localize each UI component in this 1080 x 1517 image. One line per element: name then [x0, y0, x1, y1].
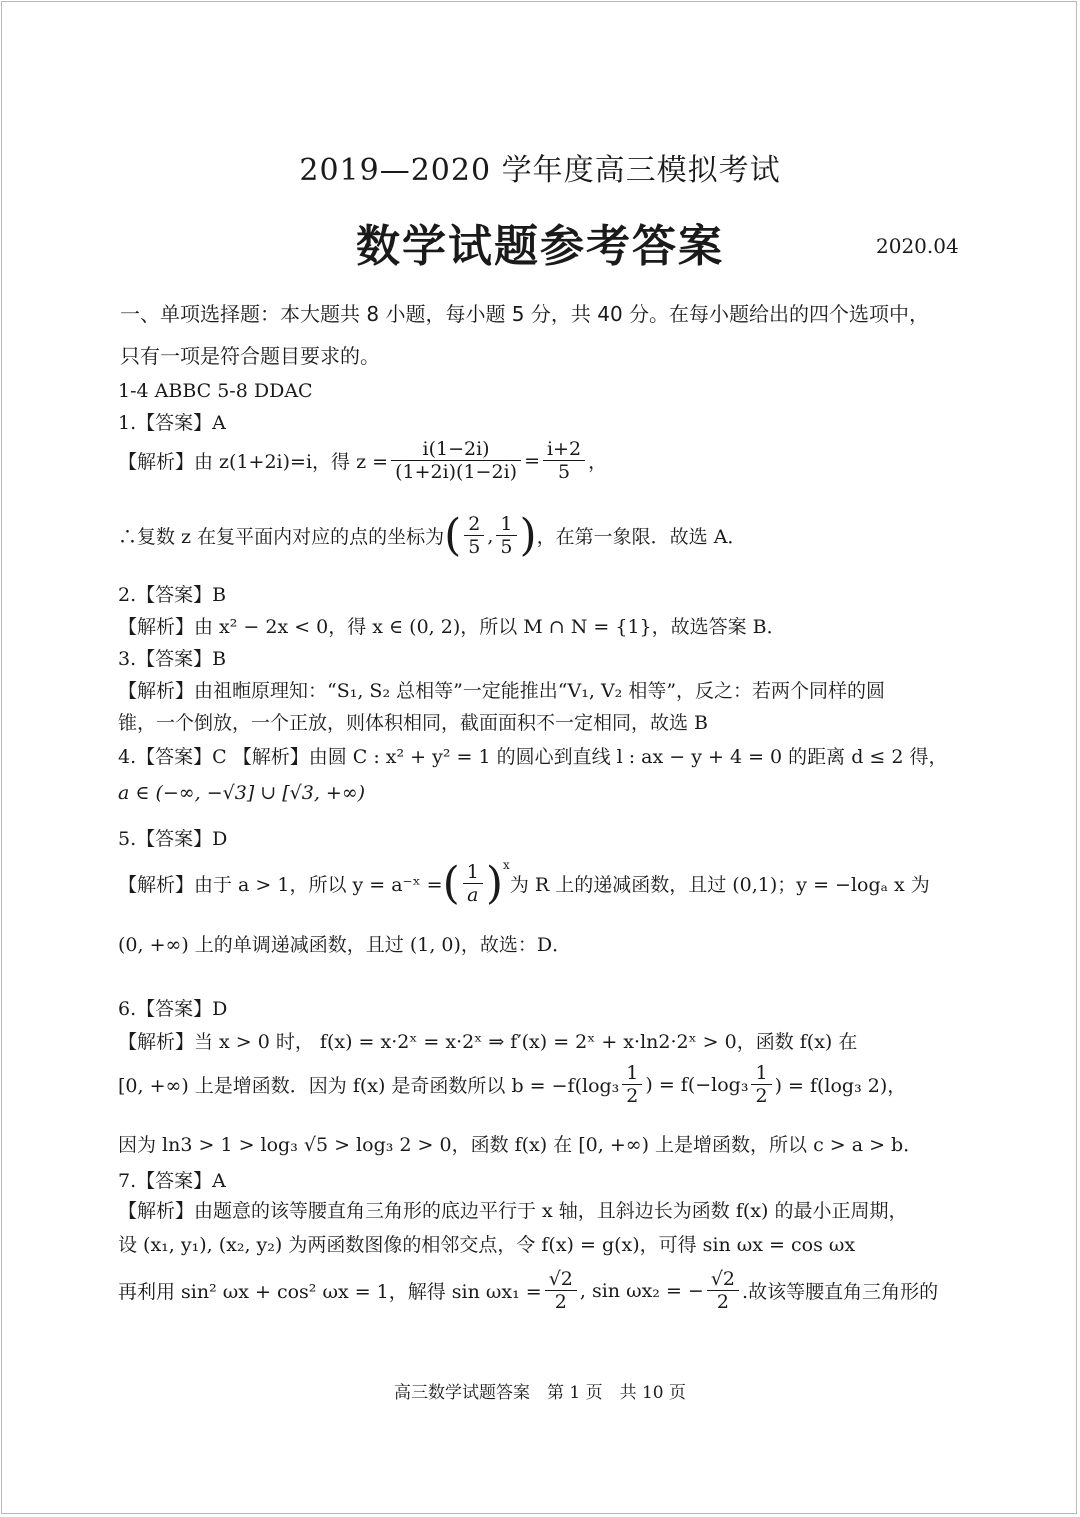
q6-half-1-num: 1: [622, 1062, 642, 1085]
q7-root-frac-1-num: √2: [545, 1268, 577, 1291]
q5-solution-text-2: 为 R 上的递减函数，且过 (0,1)；y = −logₐ x 为: [509, 874, 930, 896]
q7-root-frac-1: [545, 1268, 577, 1313]
q6-half-1-den: 2: [626, 1085, 639, 1107]
q7-solution-line2: 设 (x₁, y₁), (x₂, y₂) 为两函数图像的相邻交点，令 f(x) = g(x)，可得 sin ωx = cos ωx: [118, 1234, 856, 1256]
q6-solution-line2: [118, 1062, 906, 1107]
q1-coordinate-text: ∴复数 z 在复平面内对应的点的坐标为: [118, 526, 445, 548]
q1-equals: =: [524, 449, 540, 472]
q7-text-3: .故该等腰直角三角形的: [742, 1281, 939, 1303]
q2-answer: 2.【答案】B: [118, 584, 227, 606]
q6-half-2: [751, 1062, 771, 1107]
q1-simplified-numerator: i+2: [543, 438, 585, 461]
q5-fraction: [463, 861, 483, 906]
q1-fraction-denominator: (1+2i)(1−2i): [395, 461, 518, 483]
q7-text-2: , sin ωx₂ = −: [579, 1279, 704, 1302]
q1-fraction: [391, 438, 521, 483]
q5-solution-line1: [118, 858, 930, 909]
q1-answer: 1.【答案】A: [118, 412, 226, 434]
q5-answer: 5.【答案】D: [118, 828, 228, 850]
section-heading-line1: 一、单项选择题：本大题共 8 小题，每小题 5 分，共 40 分。在每小题给出的四个选项中，: [120, 302, 930, 326]
left-paren: (: [442, 858, 460, 909]
q6-solution-line3: 因为 ln3 > 1 > log₃ √5 > log₃ 2 > 0，函数 f(x) 在 [0, +∞) 上是增函数，所以 c > a > b．: [118, 1134, 923, 1156]
q7-root-frac-2: [707, 1268, 739, 1313]
q7-solution-line3: [118, 1268, 938, 1313]
q1-solution-text: 【解析】由 z(1+2i)=i，得 z =: [118, 451, 389, 473]
q1-coord-x: [464, 513, 484, 558]
q6-text-2: ) = f(−log₃: [645, 1073, 749, 1096]
document-title: 数学试题参考答案: [356, 221, 724, 272]
exponent-x: x: [503, 858, 510, 872]
q6-half-2-num: 1: [751, 1062, 771, 1085]
q6-text-3: ) = f(log₃ 2)，: [774, 1075, 907, 1097]
q7-solution-line1: 【解析】由题意的该等腰直角三角形的底边平行于 x 轴，且斜边长为函数 f(x) 的最小正周期，: [118, 1200, 908, 1222]
q1-solution-line1: [118, 438, 607, 483]
q6-half-2-den: 2: [755, 1085, 768, 1107]
q1-conclusion: ，在第一象限．故选 A．: [536, 526, 747, 548]
q5-solution-text: 【解析】由于 a > 1，所以 y = a⁻ˣ =: [118, 874, 443, 896]
q1-simplified-denominator: 5: [557, 461, 571, 483]
page-footer: 高三数学试题答案 第 1 页 共 10 页: [393, 1383, 687, 1403]
document-date: 2020.04: [876, 234, 959, 258]
comma: ,: [487, 524, 494, 547]
q6-answer: 6.【答案】D: [118, 998, 228, 1020]
q3-solution-line2: 锥，一个倒放，一个正放，则体积相同，截面面积不一定相同，故选 B: [118, 712, 709, 734]
q1-fraction-simplified: [543, 438, 585, 483]
q3-answer: 3.【答案】B: [118, 648, 227, 670]
q6-text-1: [0, +∞) 上是增函数．因为 f(x) 是奇函数所以 b = −f(log₃: [118, 1075, 620, 1097]
q4-answer-solution: 4.【答案】C 【解析】由圆 C : x² + y² = 1 的圆心到直线 l : ax − y + 4 = 0 的距离 d ≤ 2 得，: [118, 746, 948, 768]
q3-solution-line1: 【解析】由祖暅原理知：“S₁, S₂ 总相等”一定能推出“V₁, V₂ 相等”，反之：若两个同样的圆: [118, 680, 886, 702]
q1-coord-y-num: 1: [496, 513, 516, 536]
q5-solution-line2: (0, +∞) 上的单调递减函数，且过 (1, 0)，故选：D．: [118, 934, 572, 956]
exam-title: 2019—2020 学年度高三模拟考试: [299, 153, 781, 188]
right-paren: ): [519, 510, 537, 561]
answer-summary: 1-4 ABBC 5-8 DDAC: [118, 380, 313, 402]
q5-fraction-num: 1: [463, 861, 483, 884]
q7-text-1: 再利用 sin² ωx + cos² ωx = 1，解得 sin ωx₁ =: [118, 1281, 542, 1303]
q7-answer: 7.【答案】A: [118, 1170, 226, 1192]
q7-root-frac-1-den: 2: [554, 1291, 567, 1313]
q5-fraction-den: a: [467, 884, 479, 906]
q6-solution-line1: 【解析】当 x > 0 时， f(x) = x·2ˣ = x·2ˣ ⇒ f′(x) = 2ˣ + x·ln2·2ˣ > 0，函数 f(x) 在: [118, 1031, 858, 1053]
left-paren: (: [444, 510, 462, 561]
section-heading-line2: 只有一项是符合题目要求的。: [120, 344, 380, 368]
q1-fraction-numerator: i(1−2i): [391, 438, 521, 461]
q1-coord-y: [496, 513, 516, 558]
q7-root-frac-2-den: 2: [716, 1291, 729, 1313]
q1-coord-x-num: 2: [464, 513, 484, 536]
q4-range: a ∈ (−∞, −√3] ∪ [√3, +∞): [118, 782, 366, 804]
q1-coord-x-den: 5: [468, 536, 481, 558]
q1-coord-y-den: 5: [500, 536, 513, 558]
q1-solution-line2: [118, 510, 746, 561]
q7-root-frac-2-num: √2: [707, 1268, 739, 1291]
q2-solution: 【解析】由 x² − 2x < 0，得 x ∈ (0, 2)，所以 M ∩ N = {1}，故选答案 B．: [118, 616, 786, 638]
right-paren: ): [485, 858, 504, 909]
q6-half-1: [622, 1062, 642, 1107]
q1-comma: ，: [588, 451, 608, 473]
